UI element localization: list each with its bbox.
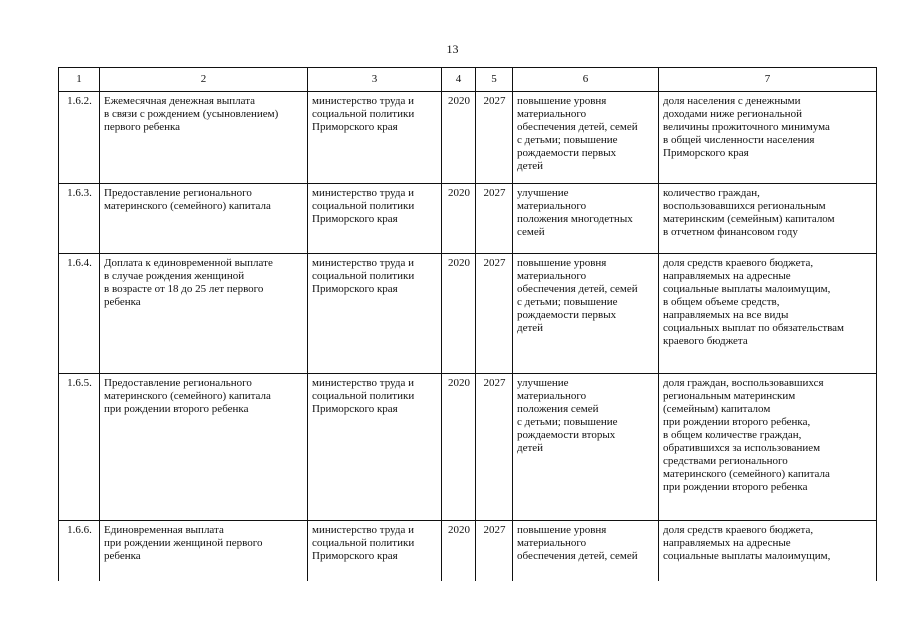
measures-table (58, 67, 877, 581)
column-header-6: 6 (513, 68, 659, 92)
measure-cell: Доплата к единовременной выплате в случае рождения женщиной в возрасте от 18 до 25 лет первого ребенка (100, 254, 308, 374)
row-number: 1.6.6. (59, 521, 100, 581)
executor-cell: министерство труда и социальной политики Приморского края (308, 374, 442, 521)
table-row (59, 184, 877, 254)
end-year-cell: 2027 (476, 184, 513, 254)
column-header-4: 4 (442, 68, 476, 92)
table-row (59, 254, 877, 374)
row-number: 1.6.4. (59, 254, 100, 374)
row-number: 1.6.3. (59, 184, 100, 254)
row-number: 1.6.5. (59, 374, 100, 521)
executor-cell: министерство труда и социальной политики Приморского края (308, 184, 442, 254)
result-cell: повышение уровня материального обеспечения детей, семей с детьми; повышение рождаемости первых детей (513, 254, 659, 374)
column-header-2: 2 (100, 68, 308, 92)
end-year-cell: 2027 (476, 374, 513, 521)
start-year-cell: 2020 (442, 521, 476, 581)
end-year-cell: 2027 (476, 92, 513, 184)
result-cell: улучшение материального положения многодетных семей (513, 184, 659, 254)
column-header-1: 1 (59, 68, 100, 92)
indicator-cell: доля средств краевого бюджета, направляемых на адресные социальные выплаты малоимущим, (659, 521, 877, 581)
indicator-cell: доля граждан, воспользовавшихся региональным материнским (семейным) капиталом при рождении второго ребенка, в общем количестве граждан, обратившихся за использованием средствами регионального материнского (семейного) капитала при рождении второго ребенка (659, 374, 877, 521)
measure-cell: Ежемесячная денежная выплата в связи с рождением (усыновлением) первого ребенка (100, 92, 308, 184)
page-number: 13 (446, 42, 459, 56)
measure-cell: Предоставление регионального материнского (семейного) капитала при рождении второго ребенка (100, 374, 308, 521)
end-year-cell: 2027 (476, 254, 513, 374)
result-cell: повышение уровня материального обеспечения детей, семей (513, 521, 659, 581)
column-header-3: 3 (308, 68, 442, 92)
indicator-cell: доля населения с денежными доходами ниже региональной величины прожиточного минимума в общей численности населения Приморского края (659, 92, 877, 184)
end-year-cell: 2027 (476, 521, 513, 581)
table-row (59, 92, 877, 184)
indicator-cell: количество граждан, воспользовавшихся региональным материнским (семейным) капиталом в отчетном финансовом году (659, 184, 877, 254)
indicator-cell: доля средств краевого бюджета, направляемых на адресные социальные выплаты малоимущим, в общем объеме средств, направляемых на все виды социальных выплат по обязательствам краевого бюджета (659, 254, 877, 374)
measure-cell: Единовременная выплата при рождении женщиной первого ребенка (100, 521, 308, 581)
row-number: 1.6.2. (59, 92, 100, 184)
executor-cell: министерство труда и социальной политики Приморского края (308, 92, 442, 184)
start-year-cell: 2020 (442, 374, 476, 521)
result-cell: улучшение материального положения семей с детьми; повышение рождаемости вторых детей (513, 374, 659, 521)
header-row (59, 68, 877, 92)
column-header-5: 5 (476, 68, 513, 92)
column-header-7: 7 (659, 68, 877, 92)
result-cell: повышение уровня материального обеспечения детей, семей с детьми; повышение рождаемости первых детей (513, 92, 659, 184)
measure-cell: Предоставление регионального материнского (семейного) капитала (100, 184, 308, 254)
start-year-cell: 2020 (442, 184, 476, 254)
table-row (59, 521, 877, 581)
table-row (59, 374, 877, 521)
executor-cell: министерство труда и социальной политики Приморского края (308, 254, 442, 374)
start-year-cell: 2020 (442, 92, 476, 184)
executor-cell: министерство труда и социальной политики Приморского края (308, 521, 442, 581)
start-year-cell: 2020 (442, 254, 476, 374)
